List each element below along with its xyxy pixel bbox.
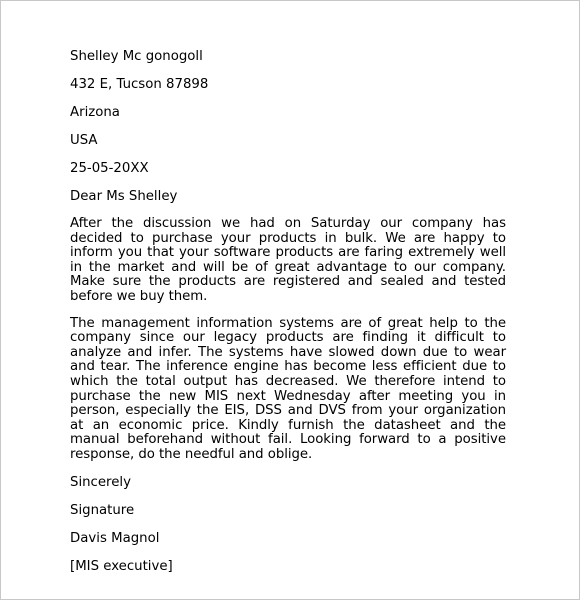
letter-date: 25-05-20XX (70, 161, 149, 176)
valediction: Sincerely (70, 474, 131, 490)
body-paragraph-2: The management information systems are of great help to the company since our legacy products are finding it difficult to analyze and infer. The systems have slowed down due to wear and tear. The inference engine has become less efficient due to which the total output has decreased. We therefore intend to purchase the new MIS next Wednesday after meeting you in person, especially the EIS, DSS and DVS from your organization at an economic price. Kindly furnish the datasheet and the manual beforehand without fail. Looking forward to a positive response, do the needful and oblige. (70, 315, 506, 462)
signer-title: [MIS executive] (70, 558, 173, 574)
sender-country: USA (70, 133, 98, 148)
signer-name: Davis Magnol (70, 530, 160, 546)
sender-name: Shelley Mc gonogoll (70, 49, 203, 64)
body-paragraph-1: After the discussion we had on Saturday our company has decided to purchase your products in bulk. We are happy to inform you that your software products are faring extremely well in the market and will be of great advantage to our company. Make sure the products are registered and sealed and tested before we buy them. (70, 216, 506, 304)
sender-address: 432 E, Tucson 87898 (70, 77, 209, 92)
letter-content (70, 49, 506, 587)
sender-state: Arizona (70, 105, 120, 120)
signature: Signature (70, 502, 135, 518)
salutation: Dear Ms Shelley (70, 189, 178, 204)
